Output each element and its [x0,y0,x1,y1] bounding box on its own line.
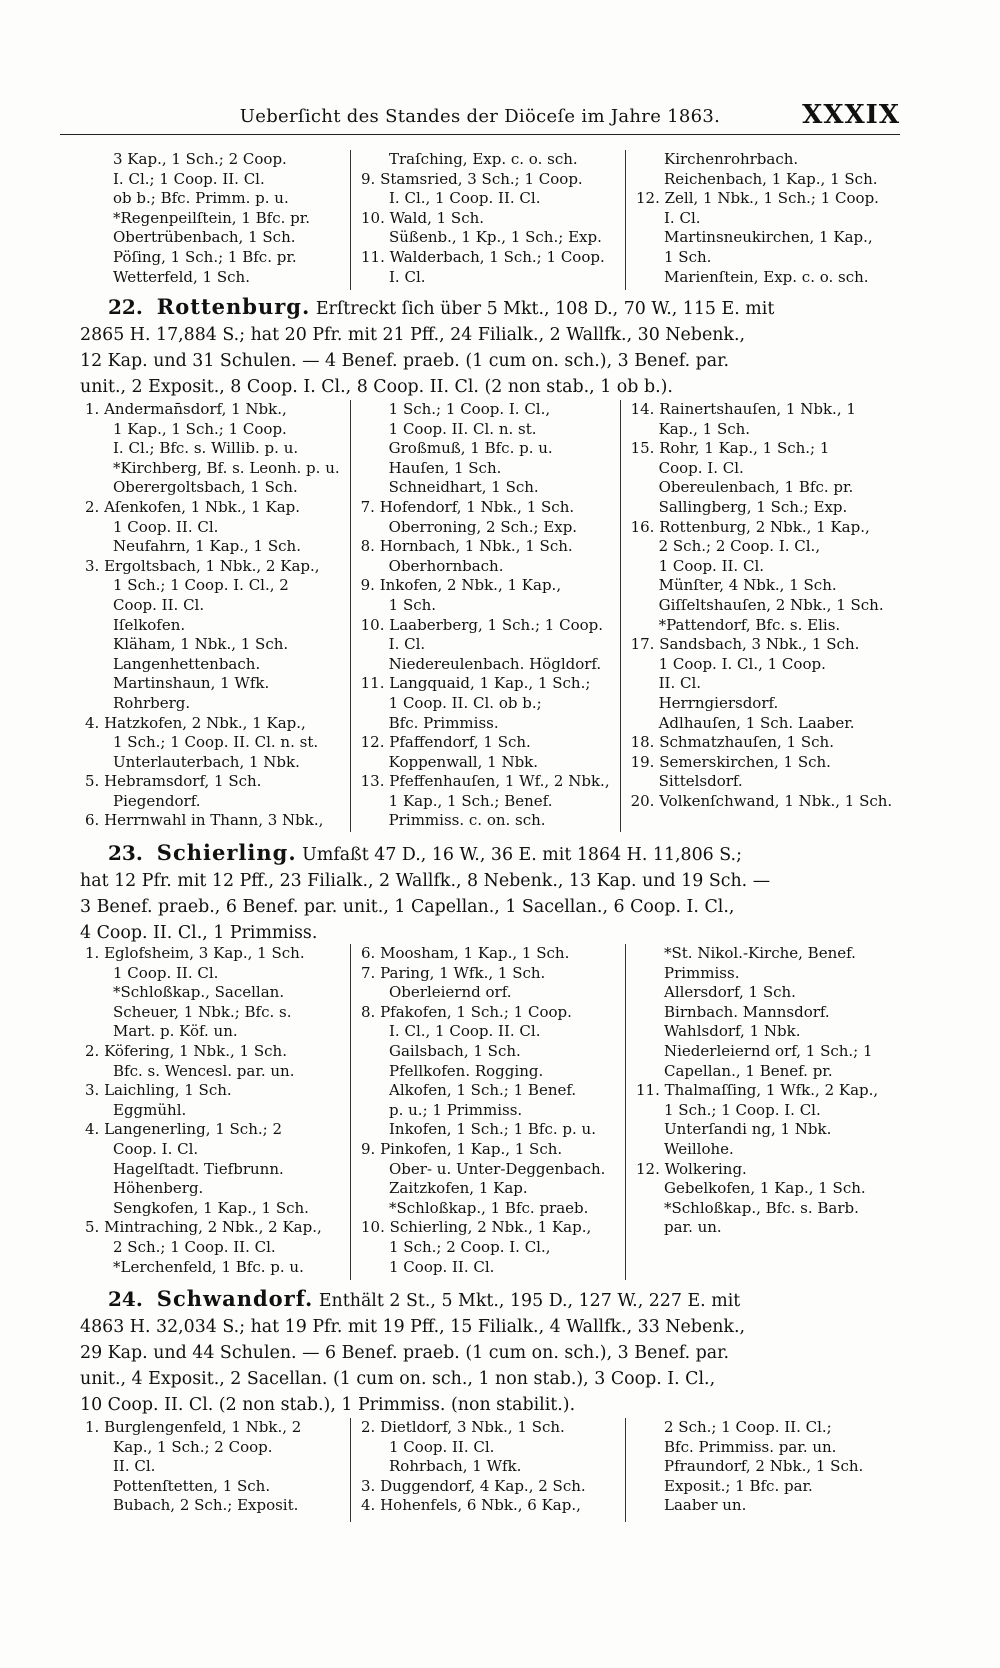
entry-line: *Schloßkap., Sacellan. [113,983,285,1002]
entry-line: Oberhornbach. [388,556,504,575]
entry-line: 18. Schmatzhauſen, 1 Sch. [630,733,834,752]
entry-line: 1 Coop. I. Cl., 1 Coop. [658,654,826,673]
entry-line: Kirchenrohrbach. [664,150,799,168]
entry-line: 1 Sch. [388,595,437,614]
deanery-24-line-4: unit., 4 Exposit., 2 Sacellan. (1 cum on. sch., 1 non stab.), 3 Coop. I. Cl., [80,1369,716,1389]
entry-line: I. Cl.; 1 Coop. II. Cl. [113,169,265,188]
entry-line: Reichenbach, 1 Kap., 1 Sch. [664,169,878,188]
entry-line: Adlhauſen, 1 Sch. Laaber. [658,713,855,732]
entry-line: Bfc. Primmiss. par. un. [664,1437,837,1456]
entry-line: Kap., 1 Sch. [658,419,751,438]
entry-line: *Lerchenfeld, 1 Bfc. p. u. [113,1257,304,1276]
entry-line: Rohrberg. [113,693,191,712]
entry-line: 7. Paring, 1 Wfk., 1 Sch. [361,963,546,982]
deanery-23-name: Schierling. [156,840,297,865]
entry-line: I. Cl.; Bfc. s. Willib. p. u. [113,439,299,458]
entry-line: 12. Zell, 1 Nbk., 1 Sch.; 1 Coop. [636,189,879,208]
entry-line: 2 Sch.; 1 Coop. II. Cl. [113,1237,276,1256]
entry-line: 1 Sch.; 1 Coop. II. Cl. n. st. [113,733,319,752]
entry-line: I. Cl. [388,635,426,654]
entry-line: 10. Wald, 1 Sch. [361,208,485,227]
deanery-24-column-1 [75,1418,350,1522]
running-title: Ueberſicht des Standes der Diöceſe im Jahre 1863. [239,106,721,127]
deanery-22-line-2: 2865 H. 17,884 S.; hat 20 Pfr. mit 21 Pff., 24 Filialk., 2 Wallfk., 30 Nebenk., [80,325,746,345]
entry-line: 8. Pfakofen, 1 Sch.; 1 Coop. [361,1002,572,1021]
entry-line: 3. Duggendorf, 4 Kap., 2 Sch. [361,1476,586,1495]
entry-line: Primmiss. [664,963,740,982]
entry-line: *Pattendorf, Bfc. s. Elis. [658,615,841,634]
entry-line: Gebelkofen, 1 Kap., 1 Sch. [664,1179,866,1198]
entry-line: 11. Langquaid, 1 Kap., 1 Sch.; [360,674,591,693]
entry-line: Sallingberg, 1 Sch.; Exp. [658,497,848,516]
entry-line: 4. Langenerling, 1 Sch.; 2 [85,1120,283,1139]
deanery-24-text: Enthält 2 St., 5 Mkt., 195 D., 127 W., 227 E. mit [318,1291,741,1311]
entry-line: Münſter, 4 Nbk., 1 Sch. [658,576,837,595]
entry-line: 2 Sch.; 1 Coop. II. Cl.; [664,1418,832,1436]
entry-line: Pfraundorf, 2 Nbk., 1 Sch. [664,1457,864,1476]
top-column-3 [625,150,900,290]
entry-line: Großmuß, 1 Bfc. p. u. [388,439,553,458]
entry-line: Traſching, Exp. c. o. sch. [389,150,578,168]
entry-line: 2. Köfering, 1 Nbk., 1 Sch. [85,1041,287,1060]
entry-line: 2. Dietldorf, 3 Nbk., 1 Sch. [361,1418,565,1436]
entry-line: Sengkofen, 1 Kap., 1 Sch. [113,1198,309,1217]
deanery-23-line-1 [80,840,900,868]
entry-line: Bubach, 2 Sch.; Exposit. [113,1496,299,1515]
entry-line: Süßenb., 1 Kp., 1 Sch.; Exp. [389,228,602,247]
entry-line: 1 Coop. II. Cl. [658,556,765,575]
entry-line: Niedereulenbach. Högldorf. [388,654,602,673]
entry-line: 17. Sandsbach, 3 Nbk., 1 Sch. [630,635,860,654]
deanery-22-column-3 [620,400,903,832]
entry-line: Schneidhart, 1 Sch. [388,478,539,497]
entry-line: 6. Herrnwahl in Thann, 3 Nbk., [85,811,324,830]
entry-line: 10. Schierling, 2 Nbk., 1 Kap., [361,1218,592,1237]
deanery-23-summary [80,840,900,946]
entry-line: *St. Nikol.-Kirche, Benef. [664,944,856,962]
entry-line: Alkofen, 1 Sch.; 1 Benef. [389,1081,577,1100]
entry-line: 1. Eglofsheim, 3 Kap., 1 Sch. [85,944,305,962]
entry-line: 11. Thalmaſſing, 1 Wfk., 2 Kap., [636,1081,879,1100]
entry-line: 5. Mintraching, 2 Nbk., 2 Kap., [85,1218,322,1237]
entry-line: Hauſen, 1 Sch. [388,458,502,477]
deanery-23-line-2: hat 12 Pfr. mit 12 Pff., 23 Filialk., 2 Wallfk., 8 Nebenk., 13 Kap. und 19 Sch. — [80,871,771,891]
deanery-24-column-3 [625,1418,900,1522]
entry-line: Laaber un. [664,1496,747,1515]
entry-line: Coop. I. Cl. [113,1139,199,1158]
entry-line: *Schloßkap., 1 Bfc. praeb. [389,1198,589,1217]
entry-line: 1 Sch.; 1 Coop. I. Cl., [388,400,551,418]
entry-line: Langenhettenbach. [113,654,261,673]
page-number: XXXIX [802,100,900,130]
entry-line: 9. Inkofen, 2 Nbk., 1 Kap., [360,576,562,595]
deanery-22-line-1 [80,294,900,322]
deanery-22-columns [75,400,900,832]
entry-line: I. Cl., 1 Coop. II. Cl. [389,189,541,208]
deanery-24-line-1 [80,1286,900,1314]
entry-line: 6. Moosham, 1 Kap., 1 Sch. [361,944,570,962]
entry-line: 1 Sch.; 1 Coop. I. Cl., 2 [113,576,289,595]
deanery-22-summary [80,294,900,400]
entry-line: Wetterfeld, 1 Sch. [113,267,250,286]
entry-line: 1 Sch.; 1 Coop. I. Cl. [664,1100,821,1119]
entry-line: 7. Hofendorf, 1 Nbk., 1 Sch. [360,497,575,516]
entry-line: Herrngiersdorf. [658,693,779,712]
entry-line: 1 Coop. II. Cl. n. st. [388,419,537,438]
entry-line: Exposit.; 1 Bfc. par. [664,1476,813,1495]
deanery-22-number: 22. [108,295,143,319]
deanery-23-columns [75,944,900,1280]
entry-line: Hagelſtadt. Tiefbrunn. [113,1159,284,1178]
deanery-22-text: Erſtreckt ſich über 5 Mkt., 108 D., 70 W., 115 E. mit [315,299,775,319]
entry-line: Zaitzkofen, 1 Kap. [389,1179,528,1198]
top-column-2 [350,150,625,290]
entry-line: par. un. [664,1218,722,1237]
deanery-23-text: Umfaßt 47 D., 16 W., 36 E. mit 1864 H. 11,806 S.; [302,845,742,865]
entry-line: Gailsbach, 1 Sch. [389,1041,521,1060]
entry-line: 1 Sch.; 2 Coop. I. Cl., [389,1237,551,1256]
entry-line: 12. Pfaffendorf, 1 Sch. [360,733,531,752]
entry-line: 12. Wolkering. [636,1159,747,1178]
entry-line: Bfc. s. Wencesl. par. un. [113,1061,295,1080]
entry-line: Unterlauterbach, 1 Nbk. [113,752,300,771]
entry-line: Mart. p. Köf. un. [113,1022,238,1041]
entry-line: Unterſandi ng, 1 Nbk. [664,1120,832,1139]
entry-line: 19. Semerskirchen, 1 Sch. [630,752,831,771]
entry-line: Oberleiernd orf. [389,983,512,1002]
deanery-24-number: 24. [108,1287,143,1311]
top-columns [75,150,900,290]
entry-line: Giſſeltshauſen, 2 Nbk., 1 Sch. [658,595,884,614]
entry-line: 3. Laichling, 1 Sch. [85,1081,232,1100]
entry-line: Capellan., 1 Benef. pr. [664,1061,833,1080]
deanery-23-column-2 [350,944,625,1280]
deanery-24-columns [75,1418,900,1522]
deanery-23-column-3 [625,944,900,1280]
entry-line: Coop. II. Cl. [113,595,205,614]
entry-line: 15. Rohr, 1 Kap., 1 Sch.; 1 [630,439,830,458]
entry-line: 1 Coop. II. Cl. ob b.; [388,693,542,712]
deanery-24-line-2: 4863 H. 32,034 S.; hat 19 Pfr. mit 19 Pff., 15 Filialk., 4 Wallfk., 33 Nebenk., [80,1317,746,1337]
entry-line: Coop. I. Cl. [658,458,744,477]
entry-line: 1 Coop. II. Cl. [113,517,219,536]
entry-line: Birnbach. Mannsdorf. [664,1002,830,1021]
entry-line: Inkofen, 1 Sch.; 1 Bfc. p. u. [389,1120,596,1139]
entry-line: Pöſing, 1 Sch.; 1 Bfc. pr. [113,247,297,266]
deanery-23-line-4: 4 Coop. II. Cl., 1 Primmiss. [80,923,318,943]
entry-line: Kap., 1 Sch.; 2 Coop. [113,1437,273,1456]
deanery-24-line-3: 29 Kap. und 44 Schulen. — 6 Benef. praeb. (1 cum on. sch.), 3 Benef. par. [80,1343,730,1363]
entry-line: p. u.; 1 Primmiss. [389,1100,523,1119]
deanery-23-number: 23. [108,841,143,865]
entry-line: 2 Sch.; 2 Coop. I. Cl., [658,537,821,556]
entry-line: I. Cl. [664,208,701,227]
entry-line: Niederleiernd orf, 1 Sch.; 1 [664,1041,873,1060]
entry-line: *Schloßkap., Bfc. s. Barb. [664,1198,859,1217]
deanery-24-name: Schwandorf. [156,1286,314,1311]
entry-line: 9. Stamsried, 3 Sch.; 1 Coop. [361,169,583,188]
entry-line: 4. Hatzkofen, 2 Nbk., 1 Kap., [85,713,306,732]
entry-line: Eggmühl. [113,1100,187,1119]
entry-line: 1 Coop. II. Cl. [113,963,219,982]
entry-line: Martinshaun, 1 Wfk. [113,674,270,693]
entry-line: 20. Volkenſchwand, 1 Nbk., 1 Sch. [630,791,893,810]
entry-line: Bfc. Primmiss. [388,713,499,732]
entry-line: II. Cl. [113,1457,156,1476]
entry-line: 3 Kap., 1 Sch.; 2 Coop. [113,150,287,168]
entry-line: 11. Walderbach, 1 Sch.; 1 Coop. [361,247,605,266]
entry-line: Marienſtein, Exp. c. o. sch. [664,267,869,286]
entry-line: 1 Kap., 1 Sch.; Benef. [388,791,553,810]
entry-line: Rohrbach, 1 Wfk. [389,1457,522,1476]
entry-line: Piegendorf. [113,791,201,810]
deanery-22-name: Rottenburg. [156,294,311,319]
entry-line: 1 Kap., 1 Sch.; 1 Coop. [113,419,287,438]
deanery-24-line-5: 10 Coop. II. Cl. (2 non stab.), 1 Primmiss. (non stabilit.). [80,1395,576,1415]
entry-line: 1. Burglengenfeld, 1 Nbk., 2 [85,1418,302,1436]
entry-line: 5. Hebramsdorf, 1 Sch. [85,772,262,791]
entry-line: 13. Pfeffenhauſen, 1 Wf., 2 Nbk., [360,772,610,791]
entry-line: Iſelkofen. [113,615,186,634]
entry-line: 1 Sch. [664,247,712,266]
entry-line: 3. Ergoltsbach, 1 Nbk., 2 Kap., [85,556,320,575]
entry-line: 4. Hohenfels, 6 Nbk., 6 Kap., [361,1496,581,1515]
deanery-23-column-1 [75,944,350,1280]
entry-line: Allersdorf, 1 Sch. [664,983,796,1002]
deanery-22-column-2 [350,400,620,832]
entry-line: Primmiss. c. on. sch. [388,811,546,830]
entry-line: Neufahrn, 1 Kap., 1 Sch. [113,537,301,556]
entry-line: Scheuer, 1 Nbk.; Bfc. s. [113,1002,292,1021]
entry-line: Sittelsdorf. [658,772,743,791]
entry-line: 1. Anderman̄sdorf, 1 Nbk., [85,400,287,418]
entry-line: *Kirchberg, Bf. s. Leonh. p. u. [113,458,340,477]
entry-line: II. Cl. [658,674,702,693]
top-column-1 [75,150,350,290]
entry-line: 10. Laaberberg, 1 Sch.; 1 Coop. [360,615,604,634]
deanery-23-line-3: 3 Benef. praeb., 6 Benef. par. unit., 1 Capellan., 1 Sacellan., 6 Coop. I. Cl., [80,897,735,917]
entry-line: 1 Coop. II. Cl. [389,1437,495,1456]
entry-line: I. Cl. [389,267,426,286]
entry-line: 14. Rainertshauſen, 1 Nbk., 1 [630,400,856,418]
entry-line: Kläham, 1 Nbk., 1 Sch. [113,635,289,654]
entry-line: ob b.; Bfc. Primm. p. u. [113,189,289,208]
entry-line: Oberroning, 2 Sch.; Exp. [388,517,578,536]
entry-line: I. Cl., 1 Coop. II. Cl. [389,1022,541,1041]
entry-line: 8. Hornbach, 1 Nbk., 1 Sch. [360,537,573,556]
entry-line: 1 Coop. II. Cl. [389,1257,495,1276]
deanery-22-line-4: unit., 2 Exposit., 8 Coop. I. Cl., 8 Coop. II. Cl. (2 non stab., 1 ob b.). [80,377,673,397]
entry-line: Obereulenbach, 1 Bfc. pr. [658,478,854,497]
deanery-22-line-3: 12 Kap. und 31 Schulen. — 4 Benef. praeb. (1 cum on. sch.), 3 Benef. par. [80,351,730,371]
entry-line: Pfellkofen. Rogging. [389,1061,544,1080]
entry-line: Martinsneukirchen, 1 Kap., [664,228,873,247]
entry-line: Pottenſtetten, 1 Sch. [113,1476,271,1495]
entry-line: Wahlsdorf, 1 Nbk. [664,1022,801,1041]
deanery-24-summary [80,1286,900,1418]
entry-line: 2. Aſenkofen, 1 Nbk., 1 Kap. [85,497,301,516]
entry-line: Obertrübenbach, 1 Sch. [113,228,296,247]
entry-line: Ober- u. Unter-Deggenbach. [389,1159,606,1178]
entry-line: Höhenberg. [113,1179,204,1198]
entry-line: *Regenpeilſtein, 1 Bfc. pr. [113,208,311,227]
deanery-22-column-1 [75,400,350,832]
entry-line: Oberergoltsbach, 1 Sch. [113,478,298,497]
running-head [60,100,900,135]
entry-line: Koppenwall, 1 Nbk. [388,752,539,771]
entry-line: Weillohe. [664,1139,734,1158]
deanery-24-column-2 [350,1418,625,1522]
entry-line: 9. Pinkofen, 1 Kap., 1 Sch. [361,1139,563,1158]
entry-line: 16. Rottenburg, 2 Nbk., 1 Kap., [630,517,870,536]
